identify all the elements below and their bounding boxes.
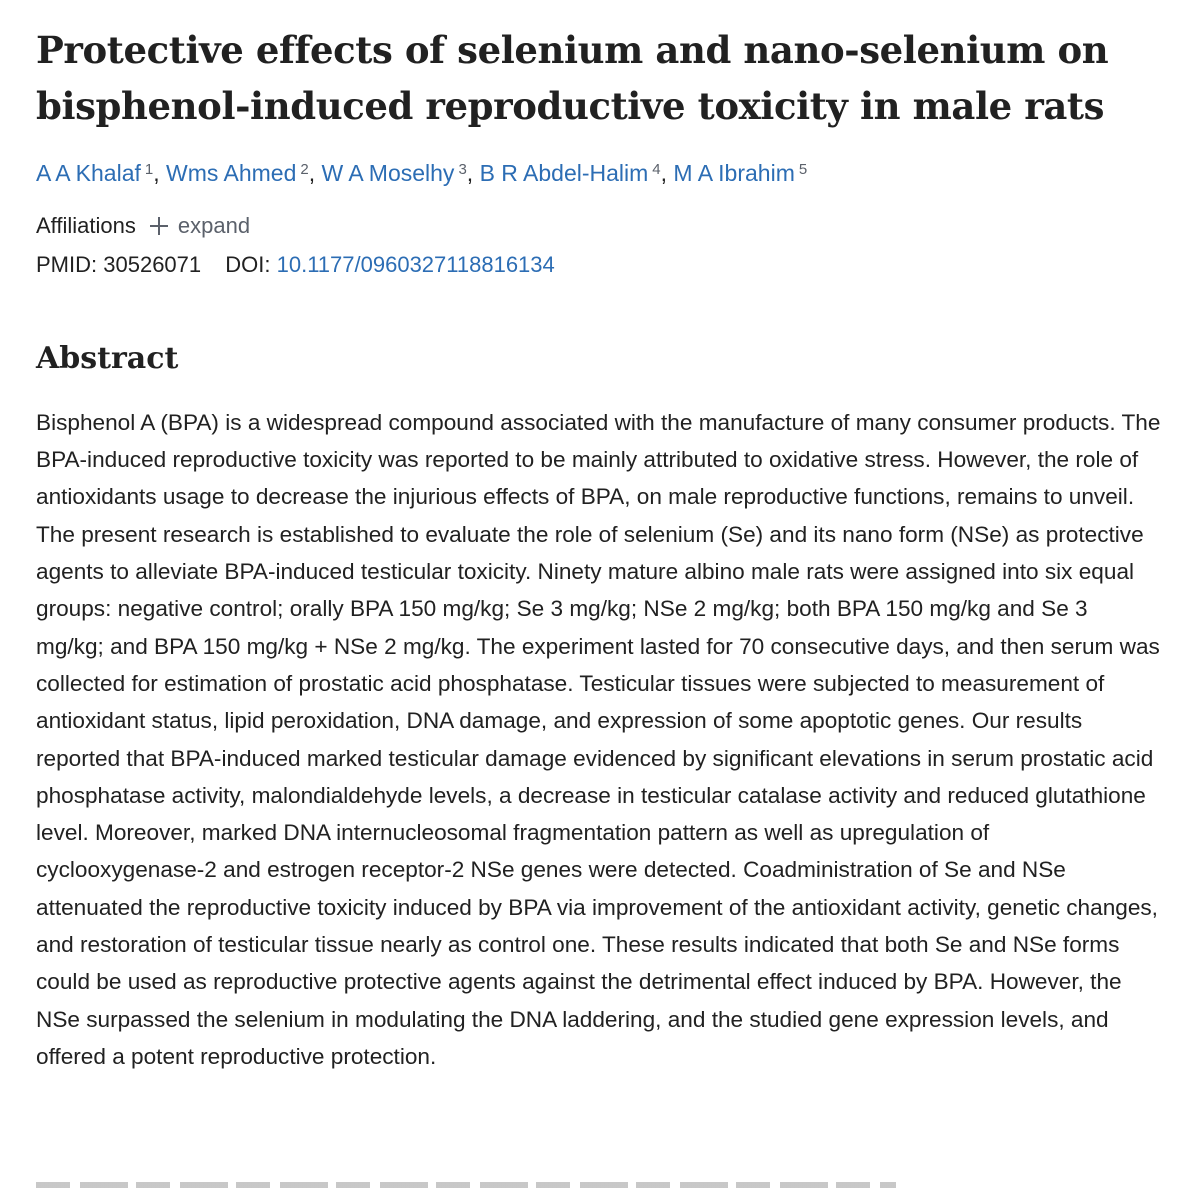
plus-icon [150, 217, 168, 235]
truncated-next-line [36, 1176, 896, 1188]
separator: , [660, 160, 674, 186]
identifiers-row [36, 249, 1166, 281]
author-link[interactable]: B R Abdel-Halim [479, 160, 649, 186]
affiliation-number[interactable]: 4 [652, 161, 661, 178]
separator: , [308, 160, 322, 186]
pmid-value: 30526071 [103, 252, 202, 277]
affiliation-number[interactable]: 1 [144, 161, 154, 178]
article-title: Protective effects of selenium and nano-selenium on bisphenol-induced reproductive toxicity in male rats [36, 28, 1109, 128]
affiliation-number[interactable]: 3 [458, 161, 467, 178]
author-list [36, 157, 1166, 189]
separator: , [466, 160, 480, 186]
article-page [36, 22, 1166, 1098]
abstract-heading: Abstract [36, 341, 179, 376]
doi-label: DOI: [225, 252, 271, 277]
author-link[interactable]: W A Moselhy [321, 160, 455, 186]
abstract-text: Bisphenol A (BPA) is a widespread compound associated with the manufacture of many consumer products. The BPA-induced reproductive toxicity was reported to be mainly attributed to oxidative stress. However, the role of antioxidants usage to decrease the injurious effects of BPA, on male reproductive functions, remains to unveil. The present research is established to evaluate the role of selenium (Se) and its nano form (NSe) as protective agents to alleviate BPA-induced testicular toxicity. Ninety mature albino male rats were assigned into six equal groups: negative control; orally BPA 150 mg/kg; Se 3 mg/kg; NSe 2 mg/kg; both BPA 150 mg/kg and Se 3 mg/kg; and BPA 150 mg/kg + NSe 2 mg/kg. The experiment lasted for 70 consecutive days, and then serum was collected for estimation of prostatic acid phosphatase. Testicular tissues were subjected to measurement of antioxidant status, lipid peroxidation, DNA damage, and expression of some apoptotic genes. Our results reported that BPA-induced marked testicular damage evidenced by significant elevations in serum prostatic acid phosphatase activity, malondialdehyde levels, a decrease in testicular catalase activity and reduced glutathione level. Moreover, marked DNA internucleosomal fragmentation pattern as well as upregulation of cyclooxygenase-2 and estrogen receptor-2 NSe genes were detected. Coadministration of Se and NSe attenuated the reproductive toxicity induced by BPA via improvement of the antioxidant activity, genetic changes, and restoration of testicular tissue nearly as control one. These results indicated that both Se and NSe forms could be used as reproductive protective agents against the detrimental effect induced by BPA. However, the NSe surpassed the selenium in modulating the DNA laddering, and the studied gene expression levels, and offered a potent reproductive protection. [36, 409, 1161, 1069]
pmid-label: PMID: [36, 252, 98, 277]
truncated-text-fragment [36, 1182, 896, 1188]
affiliation-number[interactable]: 2 [300, 161, 309, 178]
doi-link[interactable]: 10.1177/0960327118816134 [276, 252, 555, 277]
affiliation-number[interactable]: 5 [798, 161, 808, 178]
author-link[interactable]: A A Khalaf [36, 160, 141, 186]
expand-label: expand [177, 213, 251, 238]
affiliations-label: Affiliations [36, 213, 136, 238]
author-link[interactable]: M A Ibrahim [673, 160, 795, 186]
separator: , [153, 160, 166, 186]
affiliations-row [36, 210, 1166, 242]
author-link[interactable]: Wms Ahmed [166, 160, 297, 186]
expand-affiliations-button[interactable] [150, 210, 250, 242]
